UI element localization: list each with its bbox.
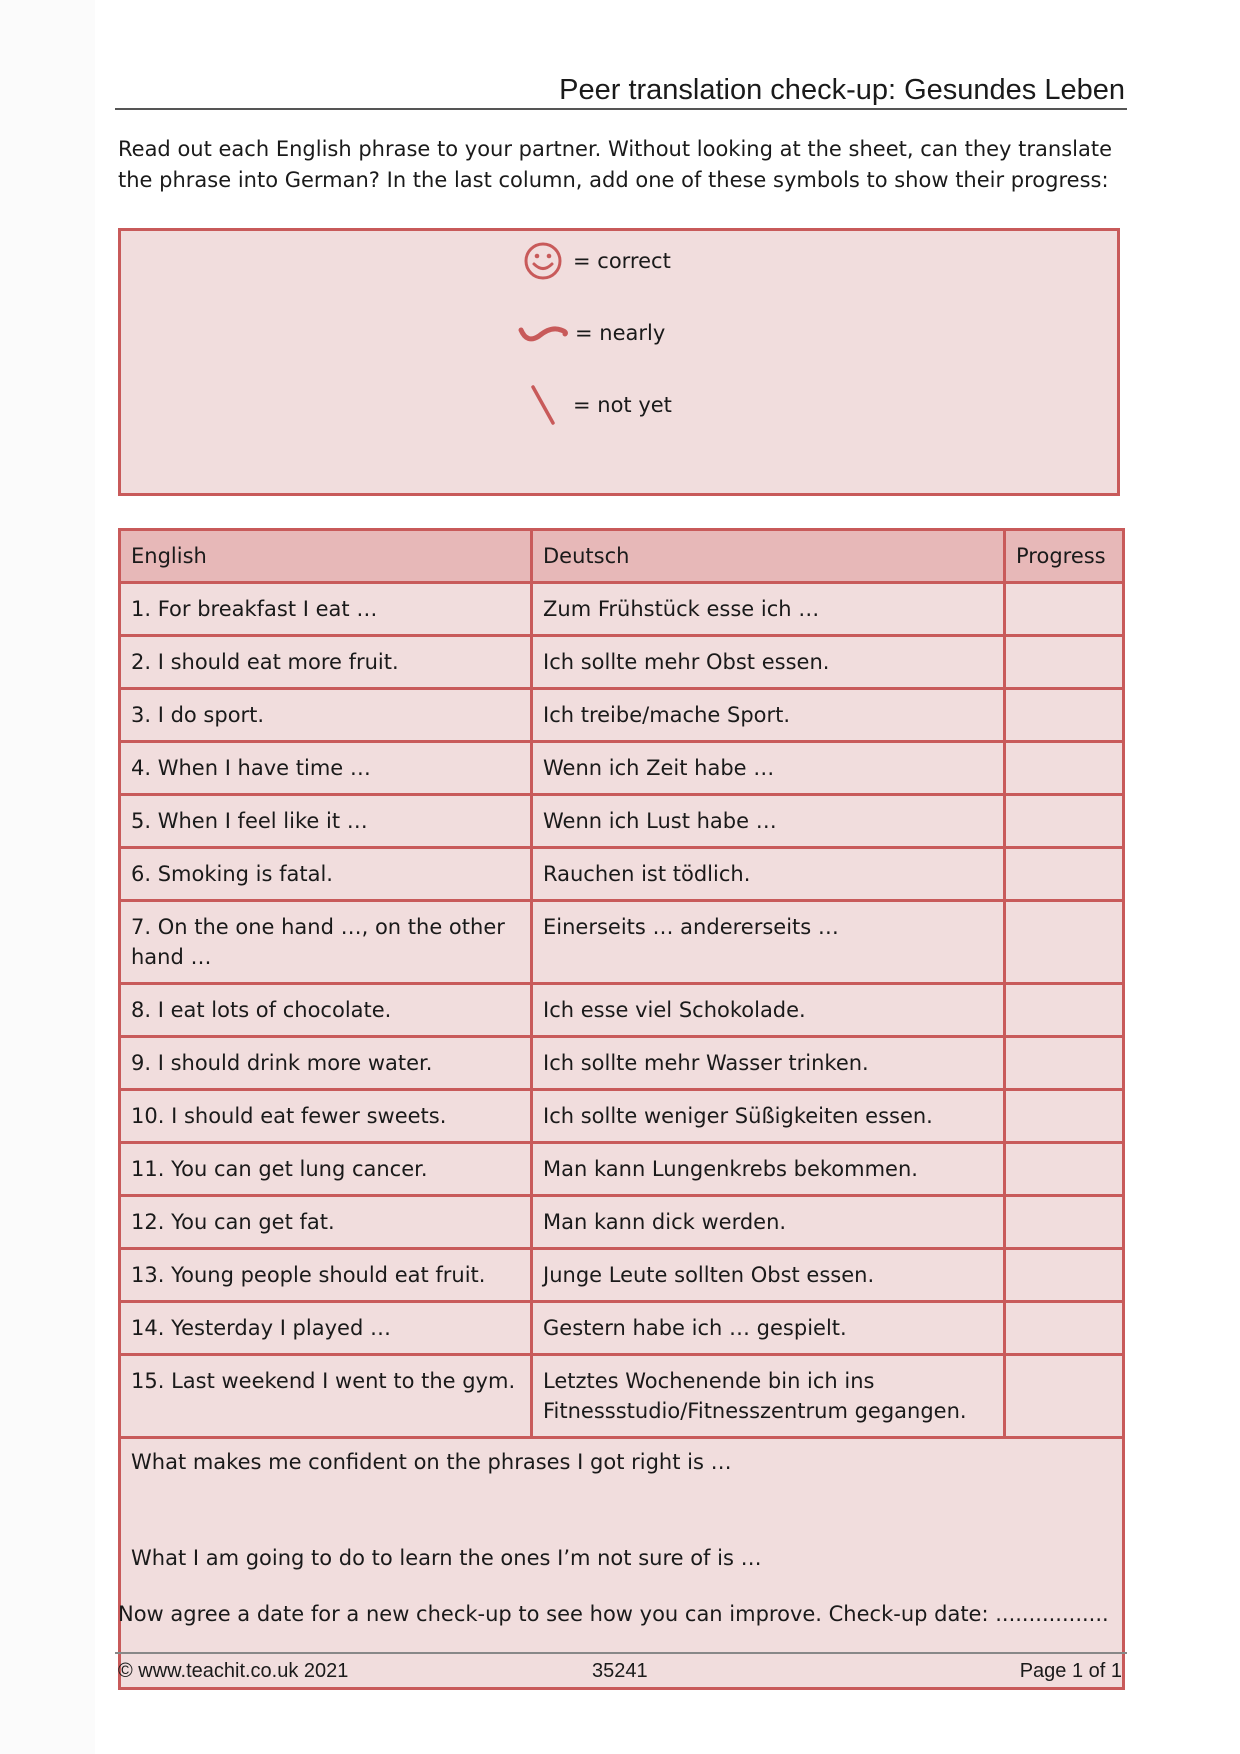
german-translation-cell: Zum Frühstück esse ich … bbox=[532, 583, 1005, 636]
german-translation-cell: Wenn ich Zeit habe … bbox=[532, 742, 1005, 795]
table-row bbox=[120, 1143, 1124, 1196]
english-phrase-cell: 2. I should eat more fruit. bbox=[120, 636, 532, 689]
progress-cell[interactable] bbox=[1005, 1037, 1124, 1090]
table-row bbox=[120, 742, 1124, 795]
table-row bbox=[120, 1196, 1124, 1249]
progress-cell[interactable] bbox=[1005, 1302, 1124, 1355]
table-row bbox=[120, 583, 1124, 636]
table-row bbox=[120, 1037, 1124, 1090]
german-translation-cell: Man kann Lungenkrebs bekommen. bbox=[532, 1143, 1005, 1196]
symbol-key-box bbox=[118, 228, 1120, 496]
table-row bbox=[120, 984, 1124, 1037]
table-row bbox=[120, 1249, 1124, 1302]
progress-cell[interactable] bbox=[1005, 742, 1124, 795]
footer-page-number: Page 1 of 1 bbox=[1019, 1660, 1122, 1682]
smiley-face-icon bbox=[517, 239, 569, 283]
english-phrase-cell: 8. I eat lots of chocolate. bbox=[120, 984, 532, 1037]
progress-cell[interactable] bbox=[1005, 1196, 1124, 1249]
progress-cell[interactable] bbox=[1005, 1249, 1124, 1302]
key-label-correct: = correct bbox=[573, 249, 671, 273]
table-row bbox=[120, 689, 1124, 742]
english-phrase-cell: 6. Smoking is fatal. bbox=[120, 848, 532, 901]
german-translation-cell: Wenn ich Lust habe … bbox=[532, 795, 1005, 848]
english-phrase-cell: 12. You can get fat. bbox=[120, 1196, 532, 1249]
german-translation-cell: Gestern habe ich … gespielt. bbox=[532, 1302, 1005, 1355]
german-translation-cell: Ich esse viel Schokolade. bbox=[532, 984, 1005, 1037]
progress-cell[interactable] bbox=[1005, 848, 1124, 901]
table-header-row bbox=[120, 530, 1124, 583]
english-phrase-cell: 9. I should drink more water. bbox=[120, 1037, 532, 1090]
page-margin bbox=[0, 0, 95, 1754]
slash-icon bbox=[517, 383, 569, 427]
key-item-not-yet bbox=[517, 383, 672, 427]
progress-cell[interactable] bbox=[1005, 901, 1124, 984]
reflection-prompt-learn: What I am going to do to learn the ones I’m not sure of is … bbox=[131, 1546, 762, 1570]
table-row bbox=[120, 901, 1124, 984]
progress-cell[interactable] bbox=[1005, 689, 1124, 742]
german-translation-cell: Ich sollte mehr Obst essen. bbox=[532, 636, 1005, 689]
german-translation-cell: Letztes Wochenende bin ich ins Fitnessstudio/Fitnesszentrum gegangen. bbox=[532, 1355, 1005, 1438]
checkup-date-prompt: Now agree a date for a new check-up to see how you can improve. Check-up date: ................. bbox=[118, 1602, 1109, 1626]
key-item-nearly bbox=[513, 311, 665, 355]
translation-table bbox=[118, 528, 1122, 1690]
footer-resource-code: 35241 bbox=[592, 1660, 648, 1682]
german-translation-cell: Einerseits … andererseits … bbox=[532, 901, 1005, 984]
key-label-nearly: = nearly bbox=[575, 321, 666, 345]
table-row bbox=[120, 636, 1124, 689]
footer-divider bbox=[115, 1652, 1127, 1654]
column-header-progress: Progress bbox=[1005, 530, 1124, 583]
english-phrase-cell: 3. I do sport. bbox=[120, 689, 532, 742]
key-item-correct bbox=[517, 239, 671, 283]
german-translation-cell: Ich sollte mehr Wasser trinken. bbox=[532, 1037, 1005, 1090]
german-translation-cell: Ich sollte weniger Süßigkeiten essen. bbox=[532, 1090, 1005, 1143]
german-translation-cell: Man kann dick werden. bbox=[532, 1196, 1005, 1249]
reflection-cell[interactable] bbox=[120, 1438, 1124, 1689]
header-divider bbox=[115, 108, 1127, 110]
column-header-deutsch: Deutsch bbox=[532, 530, 1005, 583]
table-row bbox=[120, 1090, 1124, 1143]
progress-cell[interactable] bbox=[1005, 636, 1124, 689]
progress-cell[interactable] bbox=[1005, 984, 1124, 1037]
reflection-row bbox=[120, 1438, 1124, 1689]
english-phrase-cell: 7. On the one hand …, on the other hand … bbox=[120, 901, 532, 984]
table-row bbox=[120, 795, 1124, 848]
footer-copyright: © www.teachit.co.uk 2021 bbox=[118, 1660, 349, 1682]
table-row bbox=[120, 1355, 1124, 1438]
reflection-prompt-confident: What makes me confident on the phrases I got right is … bbox=[131, 1450, 732, 1474]
german-translation-cell: Junge Leute sollten Obst essen. bbox=[532, 1249, 1005, 1302]
progress-cell[interactable] bbox=[1005, 1355, 1124, 1438]
progress-cell[interactable] bbox=[1005, 1090, 1124, 1143]
german-translation-cell: Rauchen ist tödlich. bbox=[532, 848, 1005, 901]
page-title: Peer translation check-up: Gesundes Leben bbox=[559, 74, 1125, 106]
progress-cell[interactable] bbox=[1005, 583, 1124, 636]
progress-cell[interactable] bbox=[1005, 795, 1124, 848]
english-phrase-cell: 4. When I have time … bbox=[120, 742, 532, 795]
german-translation-cell: Ich treibe/mache Sport. bbox=[532, 689, 1005, 742]
table-row bbox=[120, 848, 1124, 901]
english-phrase-cell: 14. Yesterday I played … bbox=[120, 1302, 532, 1355]
english-phrase-cell: 15. Last weekend I went to the gym. bbox=[120, 1355, 532, 1438]
column-header-english: English bbox=[120, 530, 532, 583]
english-phrase-cell: 1. For breakfast I eat … bbox=[120, 583, 532, 636]
table-row bbox=[120, 1302, 1124, 1355]
english-phrase-cell: 10. I should eat fewer sweets. bbox=[120, 1090, 532, 1143]
english-phrase-cell: 5. When I feel like it … bbox=[120, 795, 532, 848]
wavy-line-icon bbox=[513, 311, 575, 355]
english-phrase-cell: 13. Young people should eat fruit. bbox=[120, 1249, 532, 1302]
key-label-not-yet: = not yet bbox=[573, 393, 672, 417]
instructions-text: Read out each English phrase to your partner. Without looking at the sheet, can they translate the phrase into German? In the last column, add one of these symbols to show their progress: bbox=[118, 137, 1113, 192]
progress-cell[interactable] bbox=[1005, 1143, 1124, 1196]
english-phrase-cell: 11. You can get lung cancer. bbox=[120, 1143, 532, 1196]
